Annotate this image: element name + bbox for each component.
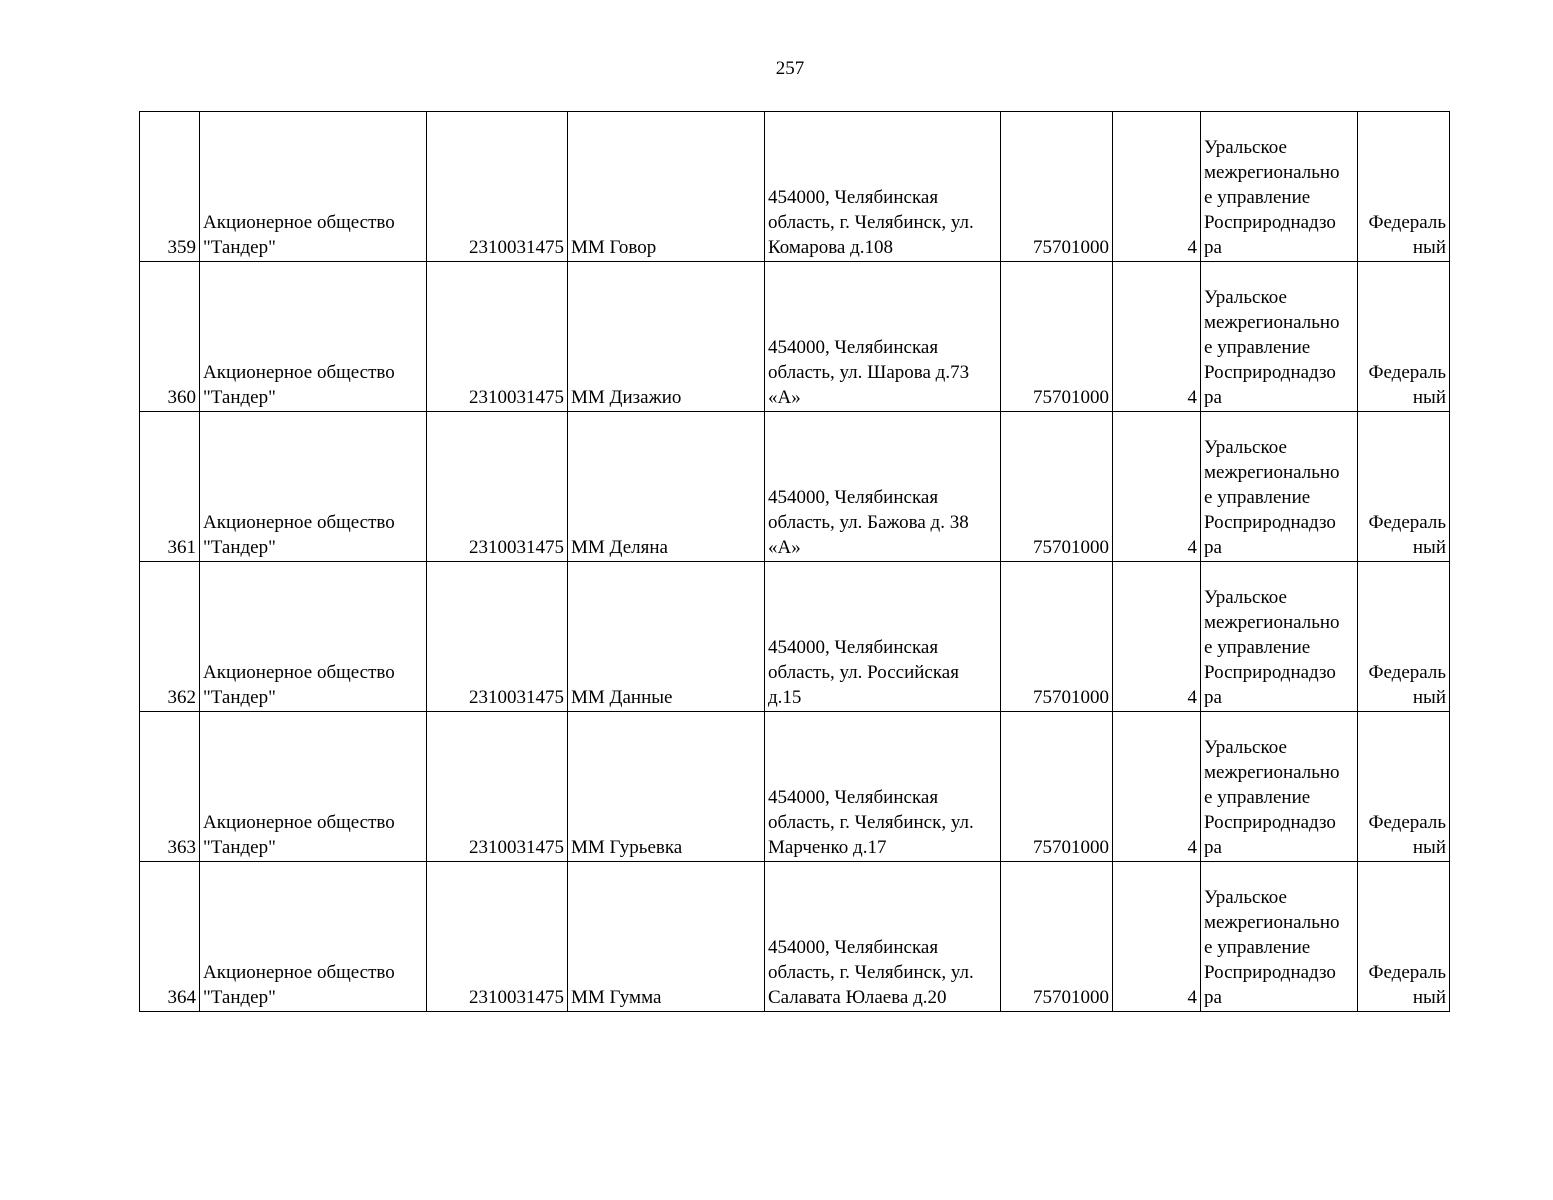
organization-cell: Акционерное общество "Тандер"	[200, 412, 427, 562]
address-cell: 454000, Челябинская область, г. Челябинск, ул. Марченко д.17	[765, 712, 1001, 862]
oktmo-cell: 75701000	[1001, 862, 1113, 1012]
organization-cell: Акционерное общество "Тандер"	[200, 262, 427, 412]
organization-cell: Акционерное общество "Тандер"	[200, 112, 427, 262]
table-row	[140, 862, 1450, 1012]
inn-cell: 2310031475	[427, 712, 568, 862]
category-cell: 4	[1113, 412, 1201, 562]
category-cell: 4	[1113, 862, 1201, 1012]
table-row	[140, 712, 1450, 862]
level-cell: Федераль ный	[1358, 712, 1450, 862]
table-row	[140, 562, 1450, 712]
object-name-cell: ММ Говор	[568, 112, 765, 262]
category-cell: 4	[1113, 112, 1201, 262]
row-number-cell: 361	[140, 412, 200, 562]
oktmo-cell: 75701000	[1001, 262, 1113, 412]
level-cell: Федераль ный	[1358, 112, 1450, 262]
address-cell: 454000, Челябинская область, ул. Шарова д.73 «А»	[765, 262, 1001, 412]
authority-cell: Уральское межрегионально е управление Росприроднадзо ра	[1201, 862, 1358, 1012]
oktmo-cell: 75701000	[1001, 112, 1113, 262]
object-name-cell: ММ Гурьевка	[568, 712, 765, 862]
organization-cell: Акционерное общество "Тандер"	[200, 712, 427, 862]
level-cell: Федераль ный	[1358, 562, 1450, 712]
inn-cell: 2310031475	[427, 862, 568, 1012]
registry-table	[139, 111, 1450, 1012]
table-row	[140, 412, 1450, 562]
table-row	[140, 112, 1450, 262]
row-number-cell: 364	[140, 862, 200, 1012]
category-cell: 4	[1113, 262, 1201, 412]
oktmo-cell: 75701000	[1001, 712, 1113, 862]
object-name-cell: ММ Данные	[568, 562, 765, 712]
level-cell: Федераль ный	[1358, 262, 1450, 412]
level-cell: Федераль ный	[1358, 862, 1450, 1012]
inn-cell: 2310031475	[427, 412, 568, 562]
organization-cell: Акционерное общество "Тандер"	[200, 562, 427, 712]
address-cell: 454000, Челябинская область, г. Челябинск, ул. Салавата Юлаева д.20	[765, 862, 1001, 1012]
table-row	[140, 262, 1450, 412]
object-name-cell: ММ Деляна	[568, 412, 765, 562]
level-cell: Федераль ный	[1358, 412, 1450, 562]
object-name-cell: ММ Дизажио	[568, 262, 765, 412]
authority-cell: Уральское межрегионально е управление Росприроднадзо ра	[1201, 412, 1358, 562]
organization-cell: Акционерное общество "Тандер"	[200, 862, 427, 1012]
oktmo-cell: 75701000	[1001, 562, 1113, 712]
address-cell: 454000, Челябинская область, ул. Российская д.15	[765, 562, 1001, 712]
oktmo-cell: 75701000	[1001, 412, 1113, 562]
row-number-cell: 360	[140, 262, 200, 412]
object-name-cell: ММ Гумма	[568, 862, 765, 1012]
inn-cell: 2310031475	[427, 112, 568, 262]
page-number: 257	[775, 58, 805, 79]
address-cell: 454000, Челябинская область, ул. Бажова д. 38 «А»	[765, 412, 1001, 562]
category-cell: 4	[1113, 562, 1201, 712]
row-number-cell: 363	[140, 712, 200, 862]
category-cell: 4	[1113, 712, 1201, 862]
row-number-cell: 362	[140, 562, 200, 712]
authority-cell: Уральское межрегионально е управление Росприроднадзо ра	[1201, 112, 1358, 262]
address-cell: 454000, Челябинская область, г. Челябинск, ул. Комарова д.108	[765, 112, 1001, 262]
inn-cell: 2310031475	[427, 262, 568, 412]
inn-cell: 2310031475	[427, 562, 568, 712]
authority-cell: Уральское межрегионально е управление Росприроднадзо ра	[1201, 712, 1358, 862]
row-number-cell: 359	[140, 112, 200, 262]
authority-cell: Уральское межрегионально е управление Росприроднадзо ра	[1201, 262, 1358, 412]
authority-cell: Уральское межрегионально е управление Росприроднадзо ра	[1201, 562, 1358, 712]
